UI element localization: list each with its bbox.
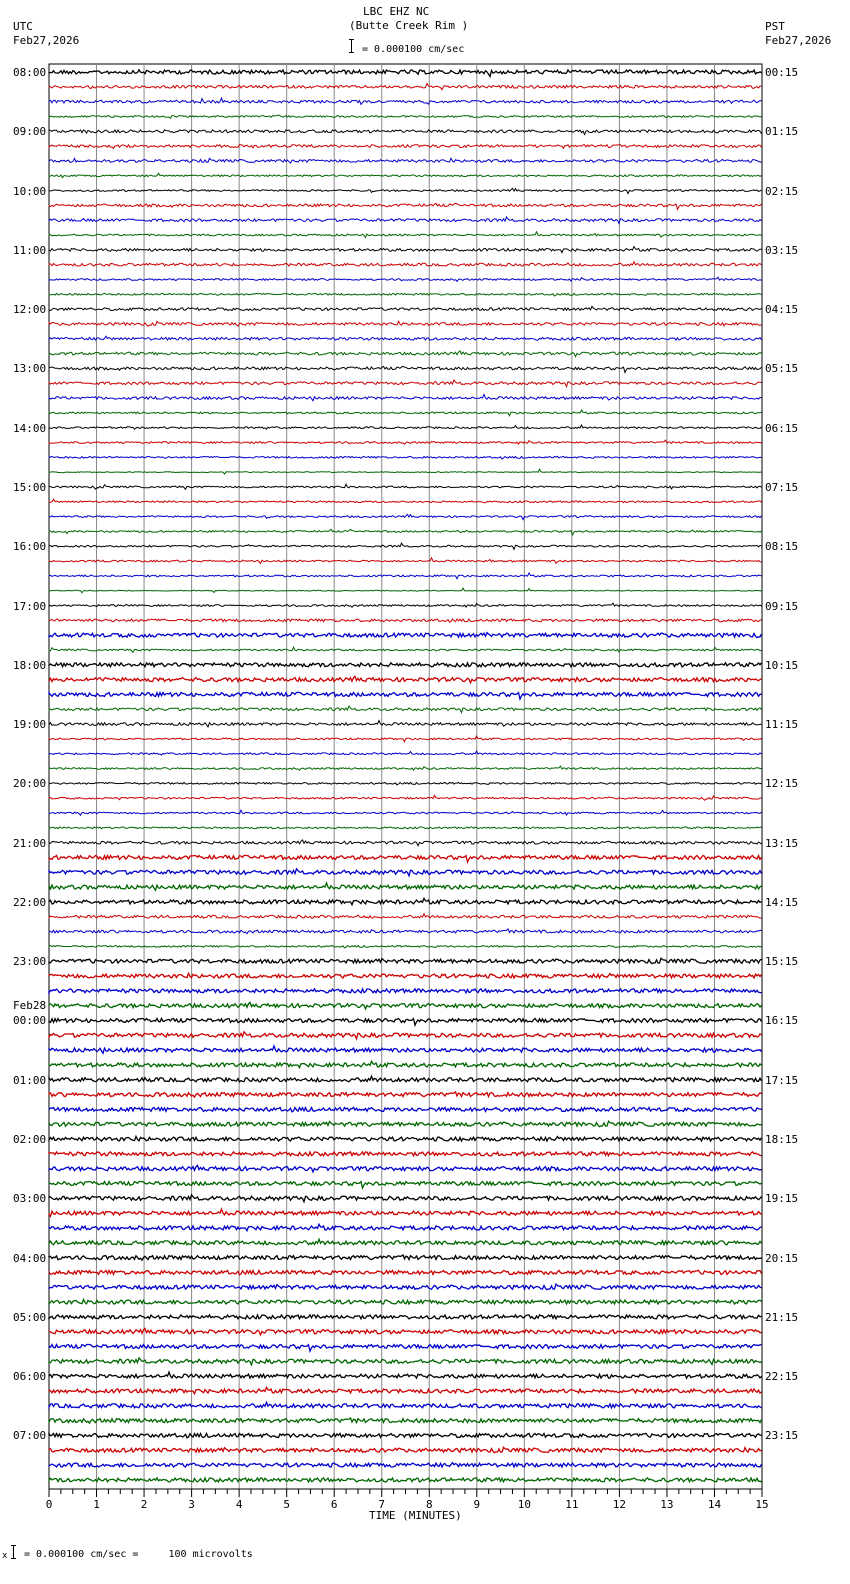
trace-line [49,306,762,310]
pst-hour-label: 00:15 [765,66,799,79]
trace-line [49,84,762,90]
trace-line [49,1032,762,1039]
x-tick-label: 13 [660,1498,674,1511]
trace-line [49,1018,762,1025]
x-tick-label: 15 [755,1498,769,1511]
trace-line [49,247,762,253]
utc-hour-label: 14:00 [13,422,47,435]
trace-line [49,1433,762,1437]
x-tick-label: 9 [473,1498,481,1511]
trace-line [49,514,762,519]
trace-line [49,663,762,667]
pst-hour-label: 01:15 [765,125,799,138]
trace-line [49,973,762,978]
pst-hour-label: 06:15 [765,422,799,435]
scale-bar-icon [349,39,355,53]
utc-hour-label: 15:00 [13,481,47,494]
trace-line [49,810,762,815]
utc-hour-label: 23:00 [13,955,47,968]
utc-hour-label: 19:00 [13,718,47,731]
trace-line [49,619,762,622]
utc-hour-label: 16:00 [13,540,47,553]
trace-line [49,1270,762,1274]
seismic-traces [49,70,762,1482]
trace-line [49,766,762,770]
trace-line [49,603,762,607]
trace-line [49,232,762,238]
trace-line [49,795,762,800]
trace-line [49,1478,762,1482]
trace-line [49,158,762,163]
utc-hour-label: 12:00 [13,303,47,316]
left-date: Feb27,2026 [13,34,80,47]
pst-hour-label: 16:15 [765,1014,799,1027]
trace-line [49,1107,762,1111]
trace-line [49,1315,762,1319]
trace-line [49,1358,762,1365]
trace-line [49,1121,762,1127]
trace-line [49,1299,762,1304]
pst-hour-label: 12:15 [765,777,799,790]
trace-line [49,217,762,224]
trace-line [49,1418,762,1423]
utc-hour-label: 18:00 [13,659,47,672]
right-date: Feb27,2026 [765,34,832,47]
trace-line [49,1402,762,1408]
trace-line [49,529,762,535]
trace-line [49,840,762,846]
pst-hour-label: 04:15 [765,303,799,316]
utc-hour-label: 21:00 [13,837,47,850]
pst-hour-label: 23:15 [765,1429,799,1442]
x-tick-label: 7 [378,1498,386,1511]
pst-hour-label: 14:15 [765,896,799,909]
trace-line [49,1239,762,1245]
trace-line [49,898,762,904]
trace-line [49,130,762,135]
pst-hour-label: 05:15 [765,362,799,375]
trace-line [49,855,762,862]
trace-line [49,782,762,785]
pst-hour-label: 08:15 [765,540,799,553]
trace-line [49,456,762,459]
utc-hour-label: 05:00 [13,1311,47,1324]
x-tick-label: 12 [612,1498,627,1511]
trace-line [49,914,762,918]
trace-line [49,706,762,713]
utc-hour-label: 22:00 [13,896,47,909]
utc-hour-label: 01:00 [13,1074,47,1087]
trace-line [49,484,762,489]
trace-line [49,1284,762,1290]
trace-line [49,115,762,118]
trace-line [49,1195,762,1202]
trace-line [49,883,762,890]
x-tick-label: 1 [93,1498,100,1511]
utc-hour-label: 07:00 [13,1429,47,1442]
x-tick-label: 2 [140,1498,148,1511]
trace-line [49,380,762,387]
pst-hour-label: 19:15 [765,1192,799,1205]
trace-line [49,262,762,266]
x-tick-label: 6 [330,1498,338,1511]
trace-line [49,573,762,579]
trace-line [49,203,762,209]
trace-line [49,929,762,934]
utc-hour-label: 09:00 [13,125,47,138]
trace-line [49,543,762,549]
trace-line [49,173,762,178]
pst-hour-label: 15:15 [765,955,799,968]
trace-line [49,366,762,372]
pst-hour-label: 09:15 [765,600,799,613]
trace-line [49,321,762,326]
utc-hour-label: 00:00 [13,1014,47,1027]
pst-hour-label: 07:15 [765,481,799,494]
pst-hour-label: 21:15 [765,1311,799,1324]
utc-hour-label: 08:00 [13,66,47,79]
right-timezone: PST [765,20,785,33]
trace-line [49,1136,762,1141]
trace-line [49,827,762,829]
footer-scale-bar-icon [11,1545,17,1559]
pst-hour-label: 13:15 [765,837,799,850]
date-change-label: Feb28 [13,999,47,1012]
footer-prefix: x [2,1551,8,1561]
pst-hour-label: 18:15 [765,1133,799,1146]
pst-hour-label: 03:15 [765,244,799,257]
trace-line [49,1344,762,1351]
trace-line [49,633,762,638]
plot-frame [49,64,762,1489]
trace-line [49,1165,762,1172]
pst-hour-label: 17:15 [765,1074,799,1087]
x-tick-label: 10 [517,1498,531,1511]
trace-line [49,1447,762,1452]
trace-line [49,499,762,503]
utc-hour-label: 17:00 [13,600,47,613]
pst-hour-label: 02:15 [765,185,799,198]
trace-line [49,1224,762,1230]
trace-line [49,1209,762,1216]
x-tick-label: 0 [45,1498,53,1511]
utc-hour-label: 10:00 [13,185,47,198]
trace-line [49,558,762,564]
x-tick-label: 5 [283,1498,290,1511]
utc-hour-label: 11:00 [13,244,47,257]
trace-line [49,989,762,993]
trace-line [49,1046,762,1053]
trace-line [49,1076,762,1082]
trace-line [49,1061,762,1067]
trace-line [49,394,762,400]
trace-line [49,588,762,593]
utc-hour-label: 03:00 [13,1192,47,1205]
utc-hour-label: 20:00 [13,777,47,790]
trace-line [49,293,762,296]
footer-scale-text: = 0.000100 cm/sec = 100 microvolts [24,1549,253,1560]
trace-line [49,869,762,876]
trace-line [49,736,762,742]
x-tick-label: 3 [188,1498,195,1511]
trace-line [49,751,762,755]
pst-hour-label: 22:15 [765,1370,799,1383]
trace-line [49,1387,762,1393]
trace-line [49,1181,762,1188]
trace-line [49,425,762,429]
trace-line [49,1002,762,1009]
x-axis [46,1489,769,1511]
trace-line [49,1463,762,1468]
utc-hour-label: 02:00 [13,1133,47,1146]
trace-line [49,277,762,281]
pst-hour-label: 10:15 [765,659,799,672]
trace-line [49,1329,762,1335]
utc-hour-label: 13:00 [13,362,47,375]
trace-line [49,958,762,963]
x-tick-label: 4 [235,1498,243,1511]
left-timezone: UTC [13,20,33,33]
trace-line [49,70,762,77]
trace-line [49,336,762,340]
x-axis-label: TIME (MINUTES) [369,1509,462,1522]
trace-line [49,676,762,682]
station-title: LBC EHZ NC [363,5,430,18]
pst-hour-label: 11:15 [765,718,799,731]
trace-line [49,1152,762,1156]
trace-line [49,410,762,416]
trace-line [49,647,762,652]
x-tick-label: 8 [425,1498,433,1511]
pst-hour-label: 20:15 [765,1252,799,1265]
trace-line [49,440,762,444]
trace-line [49,1255,762,1260]
plot-grid [49,64,762,1489]
x-tick-label: 14 [707,1498,722,1511]
x-tick-label: 11 [565,1498,579,1511]
trace-line [49,721,762,727]
trace-line [49,98,762,104]
station-location: (Butte Creek Rim ) [349,19,469,32]
trace-line [49,351,762,357]
utc-hour-label: 06:00 [13,1370,47,1383]
trace-line [49,1092,762,1097]
utc-hour-label: 04:00 [13,1252,47,1265]
trace-line [49,1372,762,1378]
scale-text: = 0.000100 cm/sec [362,44,465,55]
trace-line [49,145,762,149]
trace-line [49,188,762,193]
trace-line [49,945,762,948]
trace-line [49,469,762,474]
trace-line [49,692,762,699]
